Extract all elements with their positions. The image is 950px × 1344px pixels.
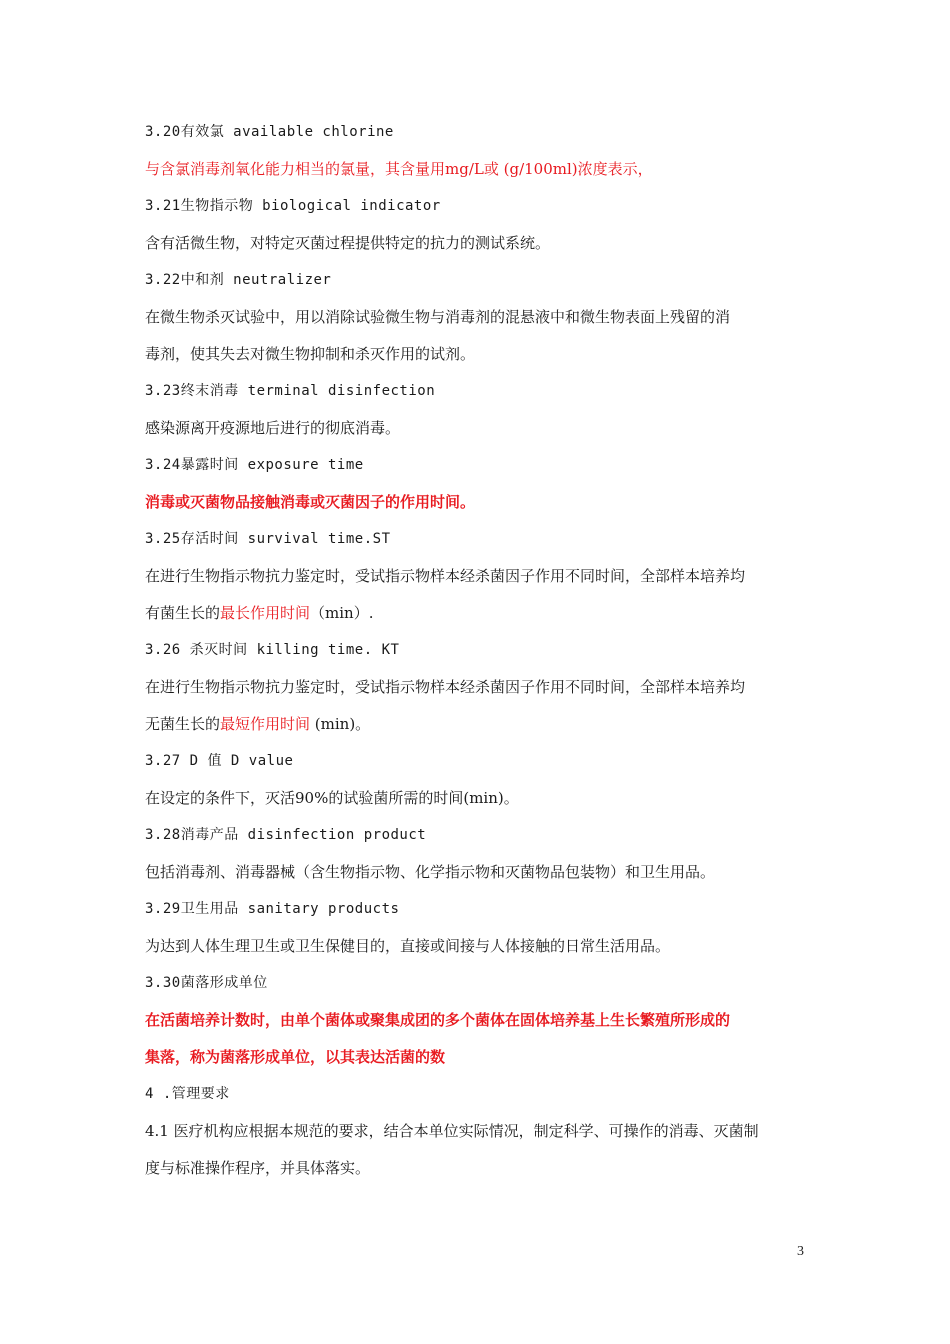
text-segment: 4 .管理要求: [145, 1086, 230, 1102]
text-segment: 4.1 医疗机构应根据本规范的要求，结合本单位实际情况，制定科学、可操作的消毒、灭菌制: [145, 1122, 759, 1140]
paragraph-line: [145, 155, 825, 192]
text-segment: 在微生物杀灭试验中，用以消除试验微生物与消毒剂的混悬液中和微生物表面上残留的消: [145, 308, 731, 326]
highlighted-text: 最长作用时间: [220, 604, 311, 622]
highlighted-text: 集落，称为菌落形成单位，以其表达活菌的数: [145, 1048, 446, 1066]
paragraph-line: [145, 673, 825, 710]
text-segment: 3.21生物指示物 biological indicator: [145, 198, 441, 214]
section-heading: [145, 895, 825, 932]
section-heading: [145, 747, 825, 784]
text-segment: （min）.: [310, 604, 374, 622]
page-number: 3: [797, 1244, 804, 1259]
text-segment: 3.30菌落形成单位: [145, 975, 268, 991]
text-segment: 度与标准操作程序，并具体落实。: [145, 1159, 371, 1177]
section-heading: [145, 821, 825, 858]
text-segment: 3.28消毒产品 disinfection product: [145, 827, 427, 843]
section-heading: [145, 118, 825, 155]
paragraph-line: [145, 229, 825, 266]
highlighted-text: 与含氯消毒剂氧化能力相当的氯量，其含量用mg/L或 (g/100ml)浓度表示，: [145, 160, 653, 178]
section-heading: [145, 525, 825, 562]
text-segment: 包括消毒剂、消毒器械（含生物指示物、化学指示物和灭菌物品包装物）和卫生用品。: [145, 863, 716, 881]
text-segment: 3.24暴露时间 exposure time: [145, 457, 364, 473]
text-segment: 3.25存活时间 survival time.ST: [145, 531, 391, 547]
text-segment: (min)。: [310, 715, 371, 733]
paragraph-line: [145, 1154, 825, 1191]
highlighted-text: 最短作用时间: [220, 715, 311, 733]
text-segment: 感染源离开疫源地后进行的彻底消毒。: [145, 419, 401, 437]
text-segment: 在设定的条件下，灭活90%的试验菌所需的时间(min)。: [145, 789, 519, 807]
highlighted-text: 在活菌培养计数时，由单个菌体或聚集成团的多个菌体在固体培养基上生长繁殖所形成的: [145, 1011, 731, 1029]
document-body: [145, 118, 825, 1191]
text-segment: 3.26 杀灭时间 killing time. KT: [145, 642, 400, 658]
paragraph-line: [145, 710, 825, 747]
paragraph-line: [145, 488, 825, 525]
section-heading: [145, 636, 825, 673]
text-segment: 3.22中和剂 neutralizer: [145, 272, 332, 288]
text-segment: 毒剂，使其失去对微生物抑制和杀灭作用的试剂。: [145, 345, 476, 363]
paragraph-line: [145, 340, 825, 377]
section-heading: [145, 969, 825, 1006]
text-segment: 3.20有效氯 available chlorine: [145, 124, 394, 140]
text-segment: 在进行生物指示物抗力鉴定时，受试指示物样本经杀菌因子作用不同时间，全部样本培养均: [145, 567, 746, 585]
paragraph-line: [145, 1043, 825, 1080]
section-heading: [145, 377, 825, 414]
paragraph-line: [145, 858, 825, 895]
text-segment: 3.29卫生用品 sanitary products: [145, 901, 400, 917]
text-segment: 3.27 D 值 D value: [145, 753, 294, 769]
text-segment: 含有活微生物，对特定灭菌过程提供特定的抗力的测试系统。: [145, 234, 551, 252]
text-segment: 在进行生物指示物抗力鉴定时，受试指示物样本经杀菌因子作用不同时间，全部样本培养均: [145, 678, 746, 696]
paragraph-line: [145, 562, 825, 599]
paragraph-line: [145, 1117, 825, 1154]
paragraph-line: [145, 599, 825, 636]
text-segment: 无菌生长的: [145, 715, 221, 733]
paragraph-line: [145, 414, 825, 451]
text-segment: 3.23终末消毒 terminal disinfection: [145, 383, 436, 399]
section-heading: [145, 192, 825, 229]
section-heading: [145, 451, 825, 488]
paragraph-line: [145, 784, 825, 821]
section-heading: [145, 1080, 825, 1117]
text-segment: 为达到人体生理卫生或卫生保健目的，直接或间接与人体接触的日常生活用品。: [145, 937, 671, 955]
section-heading: [145, 266, 825, 303]
text-segment: 有菌生长的: [145, 604, 221, 622]
paragraph-line: [145, 1006, 825, 1043]
paragraph-line: [145, 932, 825, 969]
paragraph-line: [145, 303, 825, 340]
highlighted-text: 消毒或灭菌物品接触消毒或灭菌因子的作用时间。: [145, 493, 476, 511]
